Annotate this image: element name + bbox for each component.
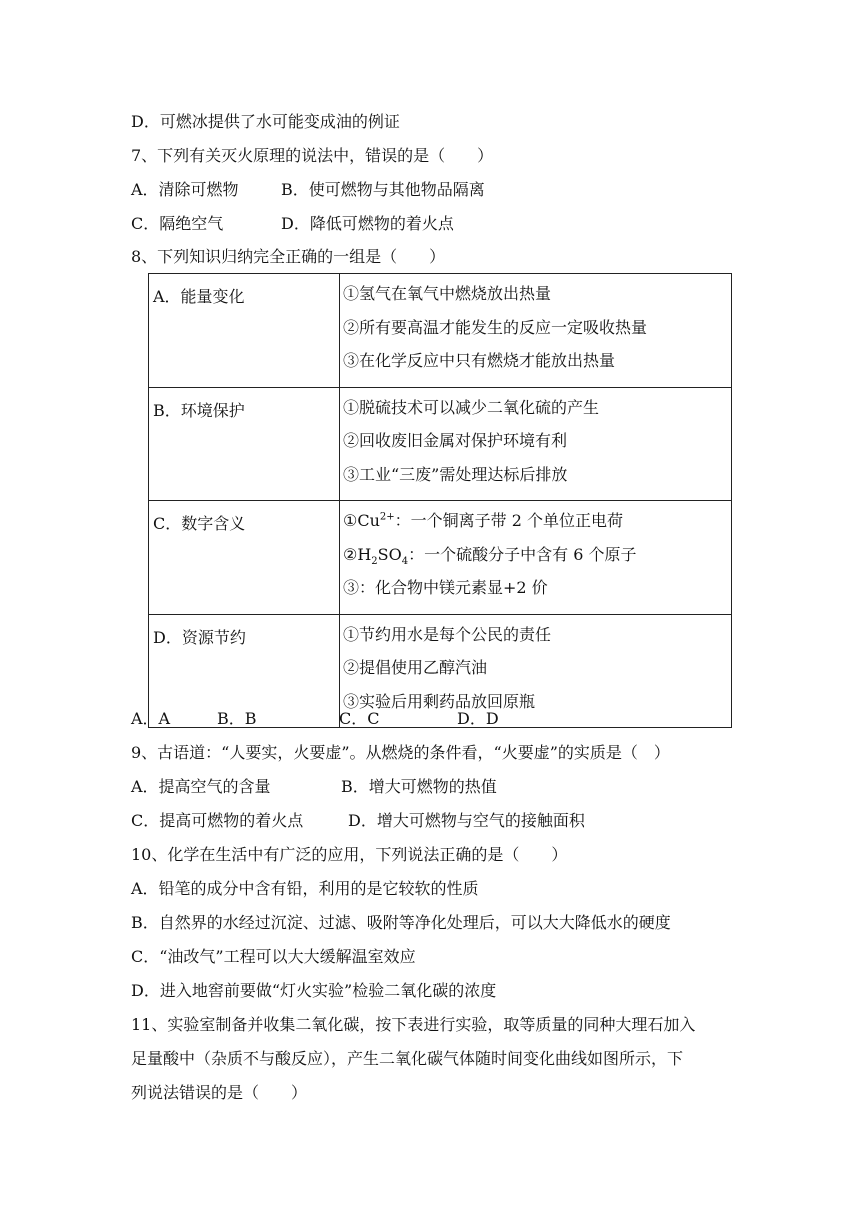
q10-option-d: D．进入地窖前要做“灯火实验”检验二氧化碳的浓度 [131,981,497,1000]
q10-option-c: C．“油改气”工程可以大大缓解温室效应 [131,947,416,966]
category-cell: C．数字含义 [149,501,340,615]
q8-option-b: B．B [217,709,257,728]
q7-options-row-1 [131,179,485,201]
q9-options-row-2 [131,810,585,832]
q7-option-a: A．清除可燃物 [131,180,239,199]
items-cell [340,501,732,615]
q8-options [131,708,499,730]
table-item-cu-ion: $①Cu^{2+}$：一个铜离子带 2 个单位正电荷 [343,511,623,530]
q8-option-a: A．A [131,709,171,728]
q11-line-2: 足量酸中（杂质不与酸反应），产生二氧化碳气体随时间变化曲线如图所示，下 [131,1049,684,1068]
q7-option-d: D．降低可燃物的着火点 [281,214,454,233]
table-item: ②回收废旧金属对保护环境有利 [343,431,568,450]
q10-option-b: B．自然界的水经过沉淀、过滤、吸附等净化处理后，可以大大降低水的硬度 [131,913,671,932]
q7-option-b: B．使可燃物与其他物品隔离 [281,180,485,199]
q10-stem: 10、化学在生活中有广泛的应用，下列说法正确的是（ ） [131,845,568,864]
q11-line-3: 列说法错误的是（ ） [131,1083,308,1102]
q9-option-d: D．增大可燃物与空气的接触面积 [348,811,585,830]
table-row [149,501,732,615]
q7-options-row-2 [131,213,454,235]
table-item: ①脱硫技术可以减少二氧化硫的产生 [343,397,600,417]
category-cell: D．资源节约 [149,614,340,728]
category-cell: A．能量变化 [149,274,340,388]
q9-option-b: B．增大可燃物的热值 [341,777,497,796]
items-cell [340,387,732,501]
q8-stem: 8、下列知识归纳完全正确的一组是（ ） [131,247,446,266]
table-item-h2so4: $②H_2SO_4$：一个硫酸分子中含有 6 个原子 [343,544,637,567]
q9-option-a: A．提高空气的含量 [131,777,271,796]
table-item: ①节约用水是每个公民的责任 [343,624,552,644]
table-row [149,274,732,388]
q7-stem: 7、下列有关灭火原理的说法中，错误的是（ ） [131,146,494,165]
q9-stem: 9、古语道：“人要实，火要虚”。从燃烧的条件看，“火要虚”的实质是（ ） [131,743,670,762]
q9-options-row-1 [131,776,497,798]
q9-option-c: C．提高可燃物的着火点 [131,811,304,830]
q7-option-c: C．隔绝空气 [131,214,224,233]
table-item: ②所有要高温才能发生的反应一定吸收热量 [343,317,648,337]
table-item: ③在化学反应中只有燃烧才能放出热量 [343,351,616,370]
table-item: ①氢气在氧气中燃烧放出热量 [343,284,552,303]
q6-option-d: D．可燃冰提供了水可能变成油的例证 [131,112,400,131]
table-row [149,387,732,501]
table-item: ③工业“三废”需处理达标后排放 [343,464,568,484]
q11-line-1: 11、实验室制备并收集二氧化碳，按下表进行实验，取等质量的同种大理石加入 [131,1015,696,1034]
q10-option-a: A．铅笔的成分中含有铅，利用的是它较软的性质 [131,879,479,898]
table-item: ②提倡使用乙醇汽油 [343,658,488,677]
knowledge-table [148,273,732,728]
q8-option-c: C．C [339,709,380,728]
items-cell [340,274,732,388]
table-item: ③：化合物中镁元素显+2 价 [343,578,548,597]
category-cell: B．环境保护 [149,387,340,501]
q8-option-d: D．D [457,709,499,728]
table-item: ③实验后用剩药品放回原瓶 [343,691,536,711]
